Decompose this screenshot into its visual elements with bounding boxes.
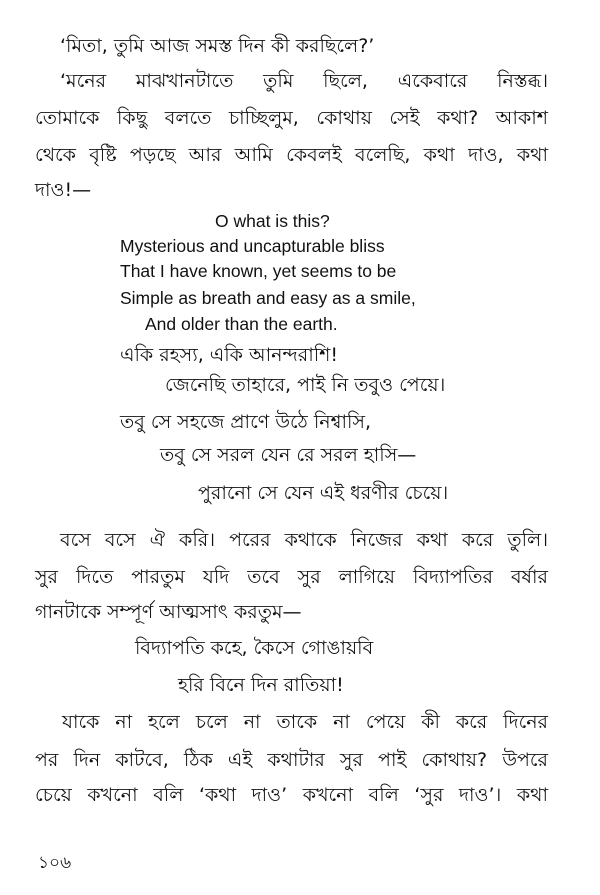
paragraph-line: ‘মনের মাঝখানটাতে তুমি ছিলে, একেবারে নিস্তব্ধ। [60,70,548,92]
bengali-poem-line: একি রহস্য, একি আনন্দরাশি! [120,344,339,366]
paragraph-line: গানটাকে সম্পূর্ণ আত্মসাৎ করতুম— [35,601,302,623]
bengali-poem-line: পুরানো সে যেন এই ধরণীর চেয়ে। [198,482,449,504]
english-poem-line: That I have known, yet seems to be [120,261,397,281]
paragraph-line: চেয়ে কখনো বলি ‘কথা দাও’ কখনো বলি ‘সুর দাও’। কথা [35,784,548,806]
english-poem-line: O what is this? [215,211,330,231]
english-poem-line: Simple as breath and easy as a smile, [120,288,416,308]
paragraph-line: সুর দিতে পারতুম যদি তবে সুর লাগিয়ে বিদ্যাপতির বর্ষার [35,566,548,588]
bengali-poem-line: তবু সে সহজে প্রাণে উঠে নিশ্বাসি, [120,411,372,433]
paragraph-line: যাকে না হলে চলে না তাকে না পেয়ে কী করে দিনের [62,711,548,733]
bengali-poem-line: তবু সে সরল যেন রে সরল হাসি— [160,444,417,466]
paragraph-line: পর দিন কাটবে, ঠিক এই কথাটার সুর পাই কোথায়? উপরে [35,749,548,771]
paragraph-line: থেকে বৃষ্টি পড়ছে আর আমি কেবলই বলেছি, কথা দাও, কথা [35,144,548,166]
paragraph-line: দাও!— [35,179,92,201]
bengali-poem-line: জেনেছি তাহারে, পাই নি তবুও পেয়ে। [165,374,446,396]
quote-line: হরি বিনে দিন রাতিয়া! [178,674,344,696]
english-poem-line: And older than the earth. [145,314,338,334]
english-poem-line: Mysterious and uncapturable bliss [120,236,385,256]
quote-line: বিদ্যাপতি কহে, কৈসে গোঙায়বি [135,637,374,659]
page-number: ১০৬ [38,853,72,873]
paragraph-line: বসে বসে ঐ করি। পরের কথাকে নিজের কথা করে তুলি। [60,529,548,551]
paragraph-line: তোমাকে কিছু বলতে চাচ্ছিলুম, কোথায় সেই কথা? আকাশ [35,107,548,129]
paragraph-line: ‘মিতা, তুমি আজ সমস্ত দিন কী করছিলে?’ [60,35,375,57]
